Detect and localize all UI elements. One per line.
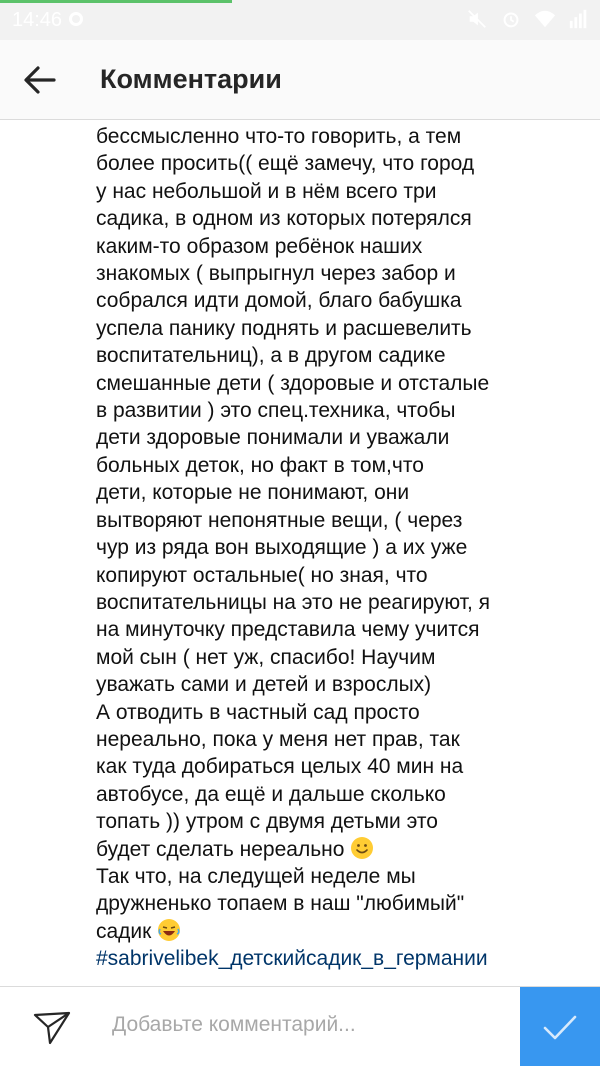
comment-input-bar bbox=[0, 986, 600, 1065]
laughing-face-icon bbox=[157, 918, 181, 942]
comment-line: садик bbox=[96, 918, 566, 945]
comment-line: А отводить в частный сад просто bbox=[96, 700, 420, 724]
comment-text bbox=[96, 123, 566, 973]
arrow-left-icon bbox=[23, 65, 57, 95]
comment-line: воспитательницы на это не реагируют, я bbox=[96, 590, 491, 614]
comment-line: автобусе, да ещё и дальше сколько bbox=[96, 782, 446, 806]
comment-line: бессмысленно что-то говорить, а тем bbox=[96, 125, 462, 148]
comment-line: нереально, пока у меня нет прав, так bbox=[96, 727, 460, 751]
smiling-face-icon bbox=[350, 836, 374, 860]
hashtag-link[interactable]: #sabrivelibek_детскийсадик_в_германии bbox=[96, 947, 488, 971]
comment-line: в развитии ) это спец.техника, чтобы bbox=[96, 399, 456, 423]
checkmark-icon bbox=[542, 1012, 578, 1042]
comment-line: топать )) утром с двумя детьми это bbox=[96, 810, 438, 834]
comment-line: Так что, на следущей неделе мы bbox=[96, 864, 416, 888]
comment-line: дети здоровые понимали и уважали bbox=[96, 426, 450, 450]
comment-line: дети, которые не понимают, они bbox=[96, 481, 410, 505]
comment-line: знакомых ( выпрыгнул через забор и bbox=[96, 262, 456, 286]
whatsapp-icon bbox=[68, 11, 84, 27]
comment-line: более просить(( ещё замечу, что город bbox=[96, 152, 475, 176]
status-icons bbox=[466, 8, 590, 30]
comment-line: вытворяют непонятные вещи, ( через bbox=[96, 508, 463, 532]
status-progress-bar bbox=[0, 0, 232, 3]
comment-line: уважать сами и детей и взрослых) bbox=[96, 673, 432, 697]
comment-line: смешанные дети ( здоровые и отсталые bbox=[96, 371, 490, 395]
alarm-icon bbox=[500, 8, 522, 30]
mute-icon bbox=[466, 8, 488, 30]
comment-line: успела панику поднять и расшевелить bbox=[96, 316, 472, 340]
paper-plane-icon[interactable] bbox=[32, 1007, 72, 1047]
signal-icon bbox=[568, 8, 590, 30]
submit-comment-button[interactable] bbox=[520, 987, 600, 1066]
comment-line: каким-то образом ребёнок наших bbox=[96, 234, 423, 258]
comment-line: будет сделать нереально bbox=[96, 836, 566, 863]
comment-line: как туда добираться целых 40 мин на bbox=[96, 755, 464, 779]
comment-line: у нас небольшой и в нём всего три bbox=[96, 179, 437, 203]
header bbox=[0, 40, 600, 120]
status-bar bbox=[0, 0, 600, 40]
page-title: Комментарии bbox=[100, 64, 282, 94]
comment-line: воспитательниц), а в другом садике bbox=[96, 344, 446, 368]
back-button[interactable] bbox=[18, 60, 62, 100]
comment-line: копируют остальные( но зная, что bbox=[96, 563, 428, 587]
status-time: 14:46 bbox=[12, 9, 63, 31]
comment-line: больных деток, но факт в том,что bbox=[96, 453, 424, 477]
comment-input[interactable] bbox=[112, 1005, 502, 1045]
comment-line: дружненько топаем в наш "любимый" bbox=[96, 892, 465, 916]
comment-line: чур из ряда вон выходящие ) а их уже bbox=[96, 536, 468, 560]
comment-area[interactable] bbox=[0, 121, 600, 986]
comment-line: садика, в одном из которых потерялся bbox=[96, 207, 472, 231]
wifi-icon bbox=[534, 8, 556, 30]
comment-line: на минуточку представила чему учится bbox=[96, 618, 480, 642]
comment-line: мой сын ( нет уж, спасибо! Научим bbox=[96, 645, 436, 669]
comment-line: собрался идти домой, благо бабушка bbox=[96, 289, 462, 313]
